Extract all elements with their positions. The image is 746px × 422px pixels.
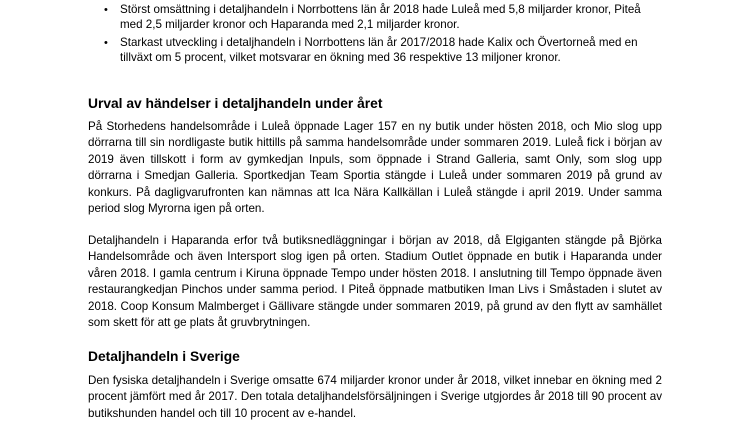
section-heading-events: Urval av händelser i detaljhandeln under året bbox=[88, 96, 383, 111]
bullet-icon: • bbox=[104, 4, 108, 16]
bullet-text: Störst omsättning i detaljhandeln i Norrbottens län år 2018 hade Luleå med 5,8 miljarder kronor, Piteå med 2,5 miljarder kronor och Haparanda med 2,1 miljarder kronor. bbox=[120, 3, 641, 31]
bullet-list bbox=[88, 3, 662, 69]
bullet-text: Starkast utveckling i detaljhandeln i Norrbottens län år 2017/2018 hade Kalix och Övertorneå med en tillväxt om 5 procent, vilket motsvarar en ökning med 36 respektive 13 miljoner kronor. bbox=[120, 36, 638, 64]
paragraph-sweden: Den fysiska detaljhandeln i Sverige omsatte 674 miljarder kronor under år 2018, vilket innebar en ökning med 2 procent jämfört med år 2017. Den totala detaljhandelsförsäljningen i Sverige utgjordes år 2018 till 90 procent av butikshunden handel och till 10 procent av e-handel. bbox=[88, 374, 662, 420]
paragraph-events-lulea: På Storhedens handelsområde i Luleå öppnade Lager 157 en ny butik under hösten 2018, och Mio slog upp dörrarna till sin nordligaste butik hittills på samma handelsområde under sommaren 2019. Luleå fick i början av 2019 även tillskott i form av gymkedjan Inpuls, som öppnade i Strand Galleria, samt Only, som slog upp dörrarna i Smedjan Galleria. Sportkedjan Team Sportia stängde i Luleå under sommaren 2019 på grund av konkurs. På dagligvarufronten kan nämnas att Ica Nära Kallkällan i Luleå stängde i april 2019. Under samma period slog Myrorna igen på orten. bbox=[88, 120, 662, 216]
paragraph-events-haparanda: Detaljhandeln i Haparanda erfor två butiksnedläggningar i början av 2018, då Elgiganten stängde på Björka Handelsområde och även Intersport slog igen på orten. Stadium Outlet öppnade en butik i Haparanda under våren 2018. I gamla centrum i Kiruna öppnade Tempo under hösten 2018. I anslutning till Tempo öppnade även restaurangkedjan Pinchos under samma period. I Piteå öppnade matbutiken Iman Livs i Småstaden i slutet av 2018. Coop Konsum Malmberget i Gällivare stängde under sommaren 2019, på grund av den flytt av samhället som skett för att ge plats åt gruvbrytningen. bbox=[88, 234, 662, 330]
bullet-item bbox=[88, 36, 662, 65]
bullet-item bbox=[88, 3, 662, 32]
bullet-icon: • bbox=[104, 37, 108, 50]
section-heading-sweden: Detaljhandeln i Sverige bbox=[88, 349, 240, 364]
